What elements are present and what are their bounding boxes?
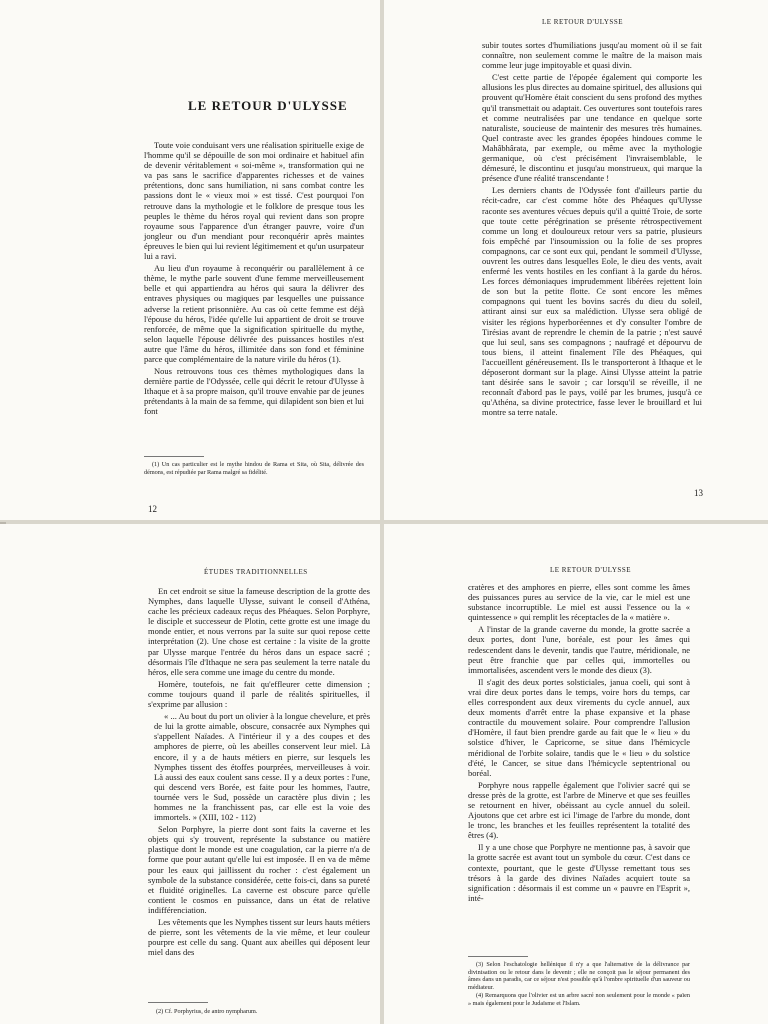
footnote-rule (468, 956, 528, 957)
page-14-body (148, 586, 370, 959)
footnote-rule (144, 456, 204, 457)
page-12-body (144, 140, 364, 419)
page-13 (384, 0, 768, 520)
page-14 (0, 524, 380, 1024)
running-header: LE RETOUR D'ULYSSE (542, 18, 623, 26)
paragraph: Les vêtements que les Nymphes tissent sur leurs hauts métiers de pierre, sont les vêtements de la vie même, et leur couleur pourpre est celle du sang. Quant aux abeilles qui déposent leur miel dans des (148, 917, 370, 958)
footnote: (3) Selon l'eschatologie hellénique il n'y a que l'alternative de la délivrance par divinisation ou le retour dans le devenir ; elle ne conçoit pas le séjour permanent des âmes dans un paradis, car ce séjour n'est possible qu'à l'ombre spirituelle d'un sauveur ou médiateur. (468, 961, 690, 991)
footnote: (2) Cf. Porphyrius, de antro nympharum. (156, 1008, 258, 1015)
paragraph: Les derniers chants de l'Odyssée font d'ailleurs partie du récit-cadre, car c'est comme hôte des Phéaques qu'Ulysse raconte ses aventures vécues depuis qu'il a quitté Troie, de sorte que toute cette pérégrination se présente rétrospectivement comme un long et douloureux retour vers sa patrie, plusieurs fois empêché par l'insoumission ou la folie de ses propres compagnons, car ce sont eux qui, pendant le sommeil d'Ulysse, ouvrent les outres dans lesquelles Eole, le dieu des vents, avait enfermé les vents hostiles en les confiant à la garde du héros. Les forces démoniaques imprudemment libérées rejettent loin de son but la petite flotte. Ce sont encore les mêmes compagnons qui tuent les bovins sacrés du dieu du soleil, attirant ainsi sur eux sa malédiction. Ulysse sera obligé de visiter les régions hyperboréennes et d'y consulter l'ombre de Tirésias avant de reprendre le chemin de la patrie ; n'est sauvé que lui seul, sans ses compagnons ; naufragé et dépourvu de tous biens, il atteint finalement l'île des Phéaques, qui l'accueillent généreusement. Ils le transporteront à Ithaque et le déposeront dormant sur la plage. Ainsi Ulysse atteint la patrie tant désirée sans le savoir ; car lorsqu'il se réveille, il ne reconnaît d'abord pas le pays, voilé par les brumes, jusqu'à ce qu'Athéna, sa divine protectrice, fasse lever le brouillard et lui montre sa terre natale. (482, 185, 702, 418)
paragraph: A l'instar de la grande caverne du monde, la grotte sacrée a deux portes, dont l'une, boréale, est pour les âmes qui redescendent dans le devenir, tandis que l'autre, méridionale, ne peut être franchie que par celles qui, immortelles ou immortalisées, ascendent vers le monde des dieux (3). (468, 624, 690, 675)
footnote: (4) Remarquons que l'olivier est un arbre sacré non seulement pour le monde « païen » mais également pour le Judaïsme et l'Islam. (468, 992, 690, 1007)
paragraph: Toute voie conduisant vers une réalisation spirituelle exige de l'homme qu'il se dépouille de son moi ordinaire et habituel afin de devenir véritablement « soi-même », transformation qui ne va pas sans le sacrifice d'apparentes richesses et de vaines prétentions, donc sans humiliation, ni sans combat contre les passions dont le « vieux moi » est tissé. C'est pourquoi l'on retrouve dans la mythologie et le folklore de presque tous les peuples le thème du héros royal qui revient dans son propre royaume sous l'apparence d'un étranger pauvre, voire d'un jongleur ou d'un mendiant pour reconquérir après maintes épreuves le bien qui lui revient légitimement et qu'un usurpateur lui a ravi. (144, 140, 364, 262)
paragraph: subir toutes sortes d'humiliations jusqu'au moment où il se fait connaître, non seulement comme le maître de la maison mais comme leur juge impitoyable et quasi divin. (482, 40, 702, 71)
paragraph: Porphyre nous rappelle également que l'olivier sacré qui se dresse près de la grotte, est l'arbre de Minerve et que ses feuilles se retournent en hiver, obéissant au cycle annuel du soleil. Ajoutons que cet arbre est ici l'image de l'arbre du monde, dont le tronc, les branches et les feuilles représentent la totalité des êtres (4). (468, 779, 690, 841)
paragraph: C'est cette partie de l'épopée également qui comporte les allusions les plus directes au domaine spirituel, des allusions qui prouvent qu'Homère était conscient du sens profond des mythes qu'il transmettait ou adaptait. Ces ouvertures sont toutefois rares et comme neutralisées par une tendance en quelque sorte naturaliste, soucieuse de maintenir des mesures très humaines. Quel contraste avec les grandes épopées hindoues comme le Mahâbhârata, par exemple, ou même avec la mythologie germanique, où c'est précisément l'invraisemblable, le démesuré, le discontinu et jusqu'au monstrueux, qui marque la présence d'une réalité transcendante ! (482, 72, 702, 184)
paragraph: Selon Porphyre, la pierre dont sont faits la caverne et les objets qui s'y trouvent, représente la substance ou matière plastique dont le monde est une coagulation, car la pierre n'a de forme que pour autant qu'elle lui est imposée. Il en va de même pour les eaux qui jaillissent du rocher : c'est également un symbole de la substance considérée, cette fois-ci, dans sa pureté et fluidité originelles. La caverne est obscure parce qu'elle contient le cosmos en puissance, dans un état de relative indifférenciation. (148, 824, 370, 915)
article-title: LE RETOUR D'ULYSSE (188, 98, 348, 113)
page-14-footnotes (148, 1008, 370, 1017)
paragraph: Il s'agit des deux portes solsticiales, janua coeli, qui sont à vrai dire deux portes dans le temps, voire hors du temps, car elles correspondent aux deux virements du cycle annuel, aux deux moments d'arrêt entre la phase expansive et la phase contractile du mouvement solaire. Pour comprendre l'allusion d'Homère, il faut bien prendre garde au fait que le « lieu » du solstice d'hiver, le Capricorne, se situe dans l'hémicycle méridional de l'orbite solaire, tandis que le « lieu » du solstice d'été, le Cancer, se situe dans l'hémicycle septentrional ou boréal. (468, 676, 690, 778)
page-15-footnotes (468, 961, 690, 1009)
paragraph: Au lieu d'un royaume à reconquérir ou parallèlement à ce thème, le mythe parle souvent d'une femme merveilleusement belle et qui appartiendra au héros qui saura la délivrer des entraves physiques ou magiques par lesquelles une puissance adverse la retient prisonnière. Au cas où cette femme est déjà l'épouse du héros, l'idée qu'elle lui appartient de droit se trouve renforcée, de même que la signification spirituelle du mythe, selon laquelle l'épouse délivrée des puissances hostiles n'est autre que l'âme du héros, illimitée dans son fond et féminine parce que complémentaire de la nature virile du héros (1). (144, 263, 364, 364)
page-number: 13 (694, 488, 703, 498)
paragraph: Homère, toutefois, ne fait qu'effleurer cette dimension ; comme toujours quand il parle de réalités spirituelles, il s'exprime par allusion : (148, 678, 370, 710)
running-header: ÉTUDES TRADITIONNELLES (204, 568, 308, 576)
quotation: « ... Au bout du port un olivier à la longue chevelure, et près de lui la grotte aimable, obscure, consacrée aux Nymphes qui s'appellent Naïades. A l'intérieur il y a des coupes et des amphores de pierre, où les abeilles conservent leur miel. Là encore, il y a de hauts métiers en pierre, sur lesquels les Nymphes tissent des étoffes pourprées, merveilleuses à voir. Là aussi des eaux coulent sans cesse. Il y a deux portes : l'une, qui descend vers Borée, est faite pour les hommes, l'autre, tournée vers le Sud, possède un caractère plus divin ; les hommes ne la franchissent pas, car elle est la voie des immortels. » (XIII, 102 - 112) (154, 711, 370, 823)
paragraph: cratères et des amphores en pierre, elles sont comme les âmes des puissances pures au service de la vie, car le miel est une substance incorruptible. Le miel est aussi l'essence ou la « quintessence » qui remplit les réceptacles de la « matière ». (468, 582, 690, 623)
footnote-rule (148, 1002, 208, 1003)
page-12-footnotes (144, 461, 364, 477)
page-13-body (482, 40, 702, 419)
running-header: LE RETOUR D'ULYSSE (550, 566, 631, 574)
page-number: 12 (148, 504, 157, 514)
paragraph: En cet endroit se situe la fameuse description de la grotte des Nymphes, dans laquelle Ulysse, suivant le conseil d'Athéna, cache les précieux cadeaux reçus des Phéaques. Selon Porphyre, le disciple et successeur de Plotin, cette grotte est une image du monde entier, et nous verrons par la suite sur quoi repose cette interprétation (2). Une chose est certaine : la visite de la grotte par Ulysse marque l'entrée du héros dans un espace sacré ; désormais l'île d'Ithaque ne sera pas seulement la terre natale du héros, elle sera comme une image du centre du monde. (148, 586, 370, 677)
paragraph: Il y a une chose que Porphyre ne mentionne pas, à savoir que la grotte sacrée est avant tout un symbole du cœur. C'est dans ce contexte, pourtant, que le geste d'Ulysse remettant tous ses trésors à la garde des divines Naïades acquiert toute sa signification : désormais il est comme un « pauvre en l'Esprit », inté- (468, 842, 690, 903)
paragraph: Nous retrouvons tous ces thèmes mythologiques dans la dernière partie de l'Odyssée, celle qui décrit le retour d'Ulysse à Ithaque et à sa propre maison, qu'il trouve envahie par de jeunes prétendants à la main de sa femme, qui dilapident son bien et lui font (144, 366, 364, 417)
footnote: (1) Un cas particulier est le mythe hindou de Rama et Sita, où Sita, délivrée des démons, est répudiée par Rama malgré sa fidélité. (144, 461, 364, 476)
page-12 (0, 0, 380, 520)
page-15 (384, 524, 768, 1024)
page-15-body (468, 582, 690, 905)
